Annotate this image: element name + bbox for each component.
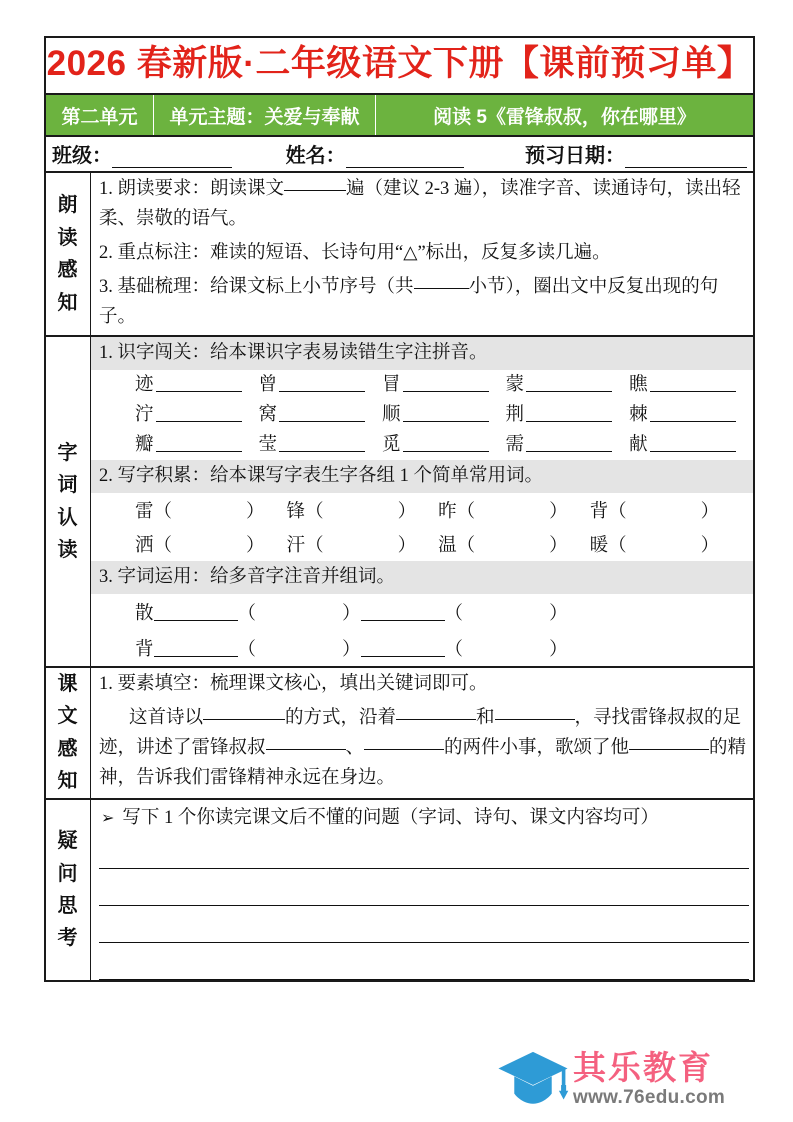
pinyin-blank[interactable] <box>526 451 612 452</box>
label-char: 读 <box>57 226 79 249</box>
reading-item-3-text-a: 3. 基础梳理：给课文标上小节序号（共 <box>99 277 414 298</box>
answer-line[interactable] <box>99 869 749 906</box>
gap <box>612 434 629 456</box>
char-glyph: 背 <box>589 502 609 523</box>
pinyin-blank[interactable] <box>156 391 242 392</box>
char-glyph: 曾 <box>258 374 278 395</box>
pinyin-cell[interactable] <box>259 404 366 426</box>
reading-item-1-text-a: 1. 朗读要求：朗读课文 <box>99 179 285 200</box>
brand-url: www.76edu.com <box>573 1086 726 1108</box>
question-prompt <box>91 800 753 835</box>
char-glyph: 锋 <box>286 502 306 523</box>
pinyin-blank[interactable] <box>403 391 489 392</box>
fill-blank-6[interactable] <box>629 749 709 750</box>
class-field-group[interactable] <box>52 139 232 168</box>
label-char: 问 <box>57 862 79 885</box>
pinyin-cell[interactable] <box>135 404 242 426</box>
section-reading-perception <box>46 173 753 337</box>
word-cell[interactable] <box>135 531 265 557</box>
reading-item-3-text-b: 小节），圈出文中反复出现的句子。 <box>99 277 719 328</box>
pinyin-blank[interactable] <box>279 451 365 452</box>
title-row <box>46 38 753 95</box>
answer-line[interactable] <box>99 834 749 869</box>
word-cell[interactable] <box>438 497 568 523</box>
pinyin-cell[interactable] <box>629 434 736 456</box>
unit-theme-cell: 单元主题：关爱与奉献 <box>154 95 376 135</box>
polyphone-row <box>91 594 753 630</box>
question-prompt-text: 写下 1 个你读完课文后不懂的问题（字词、诗句、课文内容均可） <box>122 807 659 828</box>
pinyin-cell[interactable] <box>506 374 613 396</box>
paren-close: ） <box>342 604 361 625</box>
label-char: 文 <box>57 705 79 728</box>
student-info-row <box>46 137 753 173</box>
polyphone-row <box>91 630 753 666</box>
answer-line[interactable] <box>99 906 749 943</box>
pinyin-blank[interactable] <box>403 451 489 452</box>
paren-open: （ <box>456 502 476 523</box>
paren-close: ） <box>246 536 265 557</box>
gap <box>612 374 629 396</box>
date-input[interactable] <box>625 167 747 168</box>
brand-text-group <box>573 1051 725 1109</box>
pinyin-blank[interactable] <box>156 451 242 452</box>
polyphone-pinyin-blank[interactable] <box>361 656 445 657</box>
row-indent <box>91 374 135 396</box>
paren-open: （ <box>153 502 173 523</box>
pinyin-blank[interactable] <box>526 421 612 422</box>
pinyin-blank[interactable] <box>650 421 736 422</box>
label-char: 朗 <box>57 194 79 217</box>
paren-open: （ <box>153 536 173 557</box>
gap <box>365 404 382 426</box>
label-char: 疑 <box>57 830 79 853</box>
paren-open: （ <box>237 604 257 625</box>
date-field-group[interactable] <box>525 139 747 168</box>
fill-blank-2[interactable] <box>396 719 476 720</box>
comprehension-fill-in <box>91 702 753 796</box>
char-glyph: 觅 <box>382 435 401 456</box>
label-char: 思 <box>57 895 79 918</box>
comprehension-header: 1. 要素填空：梳理课文核心，填出关键词即可。 <box>99 674 488 695</box>
word-row <box>91 527 753 561</box>
char-glyph: 莹 <box>258 435 278 456</box>
polyphone-cell[interactable] <box>135 635 361 661</box>
char-glyph: 顺 <box>382 405 401 426</box>
fill-blank-5[interactable] <box>364 749 444 750</box>
word-cell[interactable] <box>287 531 417 557</box>
pinyin-row <box>91 370 753 400</box>
char-glyph: 冒 <box>382 374 401 395</box>
char-glyph: 背 <box>135 640 154 661</box>
vocab-sub1-header: 1. 识字闯关：给本课识字表易读错生字注拼音。 <box>91 337 753 370</box>
char-glyph: 瓣 <box>135 435 154 456</box>
char-glyph: 献 <box>629 435 648 456</box>
paren-open: （ <box>444 640 464 661</box>
pinyin-blank[interactable] <box>279 391 365 392</box>
char-glyph: 泞 <box>135 405 154 426</box>
class-label: 班级： <box>52 145 112 168</box>
section-label-reading <box>46 173 91 335</box>
gap <box>489 404 506 426</box>
fill-blank-3[interactable] <box>495 719 575 720</box>
paren-open: （ <box>237 640 257 661</box>
paren-open: （ <box>305 502 324 523</box>
arrow-bullet-icon: ➢ <box>101 807 115 827</box>
gap <box>489 434 506 456</box>
char-glyph: 昨 <box>438 502 457 523</box>
pinyin-cell[interactable] <box>135 434 242 456</box>
char-glyph: 需 <box>505 435 525 456</box>
char-glyph: 棘 <box>629 405 648 426</box>
row-indent <box>91 434 135 456</box>
paren-close: ） <box>700 502 720 523</box>
section-body-questions <box>91 800 753 981</box>
label-char: 认 <box>57 506 79 529</box>
unit-header-bar <box>46 95 753 137</box>
paren-close: ） <box>397 536 417 557</box>
word-cell[interactable] <box>590 531 720 557</box>
name-input[interactable] <box>346 167 464 168</box>
paren-close: ） <box>397 502 417 523</box>
reading-item-2 <box>91 237 753 271</box>
paren-open: （ <box>608 502 627 523</box>
word-cell[interactable] <box>590 497 720 523</box>
pinyin-row <box>91 400 753 430</box>
reading-blank-times[interactable] <box>284 190 346 191</box>
section-questions <box>46 800 753 981</box>
word-cell[interactable] <box>287 497 417 523</box>
gap <box>242 374 259 396</box>
label-char: 考 <box>57 927 79 950</box>
unit-number-cell: 第二单元 <box>46 95 154 135</box>
name-label: 姓名： <box>285 145 346 168</box>
fill-text-5: 的两件小事，歌颂了他 <box>444 738 630 759</box>
label-char: 读 <box>57 538 79 561</box>
pinyin-cell[interactable] <box>506 434 613 456</box>
paren-open: （ <box>444 604 464 625</box>
fill-text-4: 、 <box>345 738 365 759</box>
pinyin-blank[interactable] <box>650 451 736 452</box>
pinyin-cell[interactable] <box>382 374 489 396</box>
polyphone-cell[interactable] <box>361 599 568 625</box>
worksheet-table <box>44 36 755 982</box>
polyphone-pinyin-blank[interactable] <box>154 620 238 621</box>
pinyin-cell[interactable] <box>629 374 736 396</box>
date-label: 预习日期： <box>525 145 625 168</box>
class-input[interactable] <box>112 167 232 168</box>
paren-close: ） <box>342 640 361 661</box>
reading-item-3 <box>91 271 753 335</box>
vocab-sub3-header: 3. 字词运用：给多音字注音并组词。 <box>91 561 753 594</box>
paren-open: （ <box>608 536 627 557</box>
gap <box>365 374 382 396</box>
paren-close: ） <box>246 502 265 523</box>
pinyin-cell[interactable] <box>506 404 613 426</box>
polyphone-pinyin-blank[interactable] <box>154 656 238 657</box>
pinyin-blank[interactable] <box>156 421 242 422</box>
label-char: 感 <box>57 737 79 760</box>
char-glyph: 迹 <box>135 374 154 395</box>
char-glyph: 雷 <box>135 502 154 523</box>
paren-close: ） <box>549 502 568 523</box>
paren-close: ） <box>549 640 568 661</box>
pinyin-blank[interactable] <box>279 421 365 422</box>
pinyin-row <box>91 430 753 460</box>
gap <box>489 374 506 396</box>
gap <box>612 404 629 426</box>
pinyin-blank[interactable] <box>403 421 489 422</box>
polyphone-cell[interactable] <box>135 599 361 625</box>
paren-close: ） <box>549 536 568 557</box>
char-glyph: 汗 <box>286 536 306 557</box>
pinyin-blank[interactable] <box>650 391 736 392</box>
label-char: 词 <box>57 474 79 497</box>
paren-close: ） <box>700 536 720 557</box>
paren-open: （ <box>305 536 324 557</box>
section-body-comprehension <box>91 668 753 798</box>
fill-text-2: 和 <box>476 708 495 729</box>
pinyin-cell[interactable] <box>259 434 366 456</box>
polyphone-cell[interactable] <box>361 635 568 661</box>
section-vocabulary <box>46 337 753 668</box>
char-glyph: 窝 <box>258 405 278 426</box>
gap <box>242 434 259 456</box>
pinyin-cell[interactable] <box>259 374 366 396</box>
label-char: 知 <box>57 770 79 793</box>
fill-text-0: 这首诗以 <box>129 708 204 729</box>
char-glyph: 蒙 <box>505 374 525 395</box>
brand-logo <box>497 1044 762 1116</box>
char-glyph: 温 <box>438 536 457 557</box>
section-body-vocabulary <box>91 337 753 666</box>
pinyin-cell[interactable] <box>135 374 242 396</box>
char-glyph: 暖 <box>589 536 609 557</box>
label-char: 课 <box>57 673 79 696</box>
lesson-title-cell: 阅读 5《雷锋叔叔，你在哪里》 <box>376 95 753 135</box>
fill-text-3: ，寻找雷锋叔叔的足迹，讲述了雷锋叔叔 <box>99 708 742 759</box>
word-row <box>91 493 753 527</box>
pinyin-cell[interactable] <box>382 434 489 456</box>
answer-line[interactable] <box>99 943 749 980</box>
name-field-group[interactable] <box>286 139 464 168</box>
section-label-comprehension <box>46 668 91 798</box>
reading-blank-sections[interactable] <box>414 288 469 289</box>
reading-item-1-text-b: 遍（建议 2-3 遍），读准字音、读通诗句，读出轻柔、崇敬的语气。 <box>99 179 741 230</box>
reading-item-2-text: 2. 重点标注：难读的短语、长诗句用“△”标出，反复多读几遍。 <box>99 243 611 264</box>
brand-name: 其乐教育 <box>573 1049 713 1087</box>
word-cell[interactable] <box>135 497 265 523</box>
vocab-sub2-header: 2. 写字积累：给本课写字表生字各组 1 个简单常用词。 <box>91 460 753 493</box>
section-label-questions <box>46 800 91 981</box>
fill-blank-1[interactable] <box>203 719 285 720</box>
label-char: 字 <box>57 441 79 464</box>
section-body-reading <box>91 173 753 335</box>
char-glyph: 瞧 <box>629 374 648 395</box>
pinyin-cell[interactable] <box>382 404 489 426</box>
section-text-comprehension <box>46 668 753 800</box>
gap <box>242 404 259 426</box>
section-label-vocabulary <box>46 337 91 666</box>
pinyin-cell[interactable] <box>629 404 736 426</box>
paren-open: （ <box>456 536 476 557</box>
fill-text-6: 的精神，告诉我们雷锋精神永远在身边。 <box>99 738 747 788</box>
label-char: 知 <box>57 291 79 314</box>
char-glyph: 散 <box>135 604 154 625</box>
word-cell[interactable] <box>438 531 568 557</box>
label-char: 感 <box>57 259 79 282</box>
graduation-cap-icon <box>497 1049 569 1111</box>
char-glyph: 洒 <box>135 536 154 557</box>
polyphone-pinyin-blank[interactable] <box>361 620 445 621</box>
reading-item-1 <box>91 173 753 237</box>
fill-blank-4[interactable] <box>266 749 346 750</box>
fill-text-1: 的方式，沿着 <box>285 708 397 729</box>
page-title: 2026 春新版·二年级语文下册【课前预习单】 <box>46 44 753 83</box>
row-indent <box>91 404 135 426</box>
gap <box>365 434 382 456</box>
paren-close: ） <box>549 604 568 625</box>
pinyin-blank[interactable] <box>526 391 612 392</box>
char-glyph: 荆 <box>505 405 525 426</box>
